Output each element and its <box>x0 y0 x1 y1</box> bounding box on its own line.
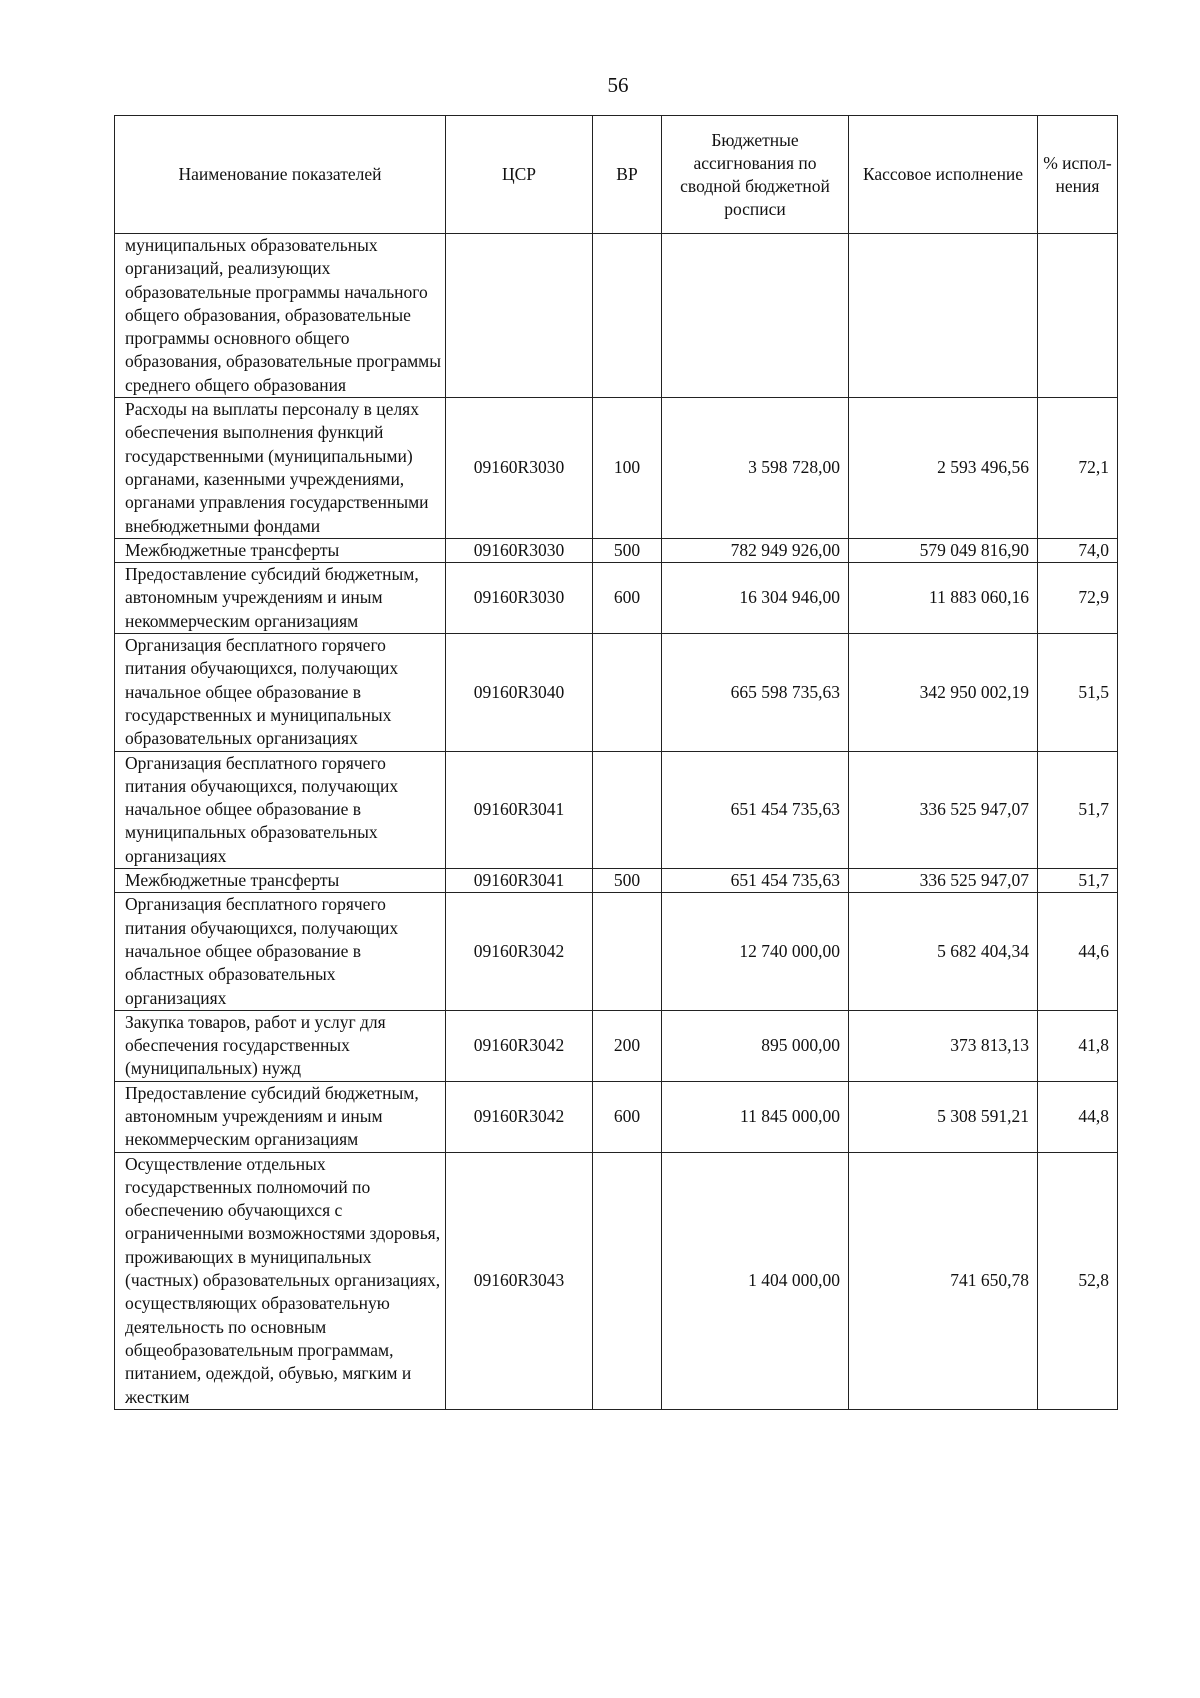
cell-budget: 1 404 000,00 <box>662 1152 849 1409</box>
cell-name: Межбюджетные трансферты <box>115 538 446 562</box>
cell-name: Организация бесплатного горячего питания обучающихся, получающих начальное общее образование в государственных и муниципальных образовательных организациях <box>115 634 446 751</box>
cell-csr: 09160R3030 <box>446 398 593 539</box>
cell-cash: 579 049 816,90 <box>849 538 1038 562</box>
page-number: 56 <box>607 73 629 97</box>
table-row <box>115 1010 1118 1081</box>
cell-name: Закупка товаров, работ и услуг для обеспечения государственных (муниципальных) нужд <box>115 1010 446 1081</box>
cell-percent: 44,8 <box>1038 1081 1118 1152</box>
cell-name: Осуществление отдельных государственных полномочий по обеспечению обучающихся с ограниченными возможностями здоровья, проживающих в муниципальных (частных) образовательных организациях, осуществляющих образовательную деятельность по основным общеобразовательным программам, питанием, одеждой, обувью, мягким и жестким <box>115 1152 446 1409</box>
cell-vr <box>593 1152 662 1409</box>
table-row <box>115 1081 1118 1152</box>
cell-budget: 651 454 735,63 <box>662 751 849 868</box>
cell-budget: 651 454 735,63 <box>662 869 849 893</box>
table-row <box>115 893 1118 1010</box>
cell-percent: 74,0 <box>1038 538 1118 562</box>
header-name: Наименование показателей <box>115 116 446 234</box>
header-csr: ЦСР <box>446 116 593 234</box>
cell-name: Предоставление субсидий бюджетным, автономным учреждениям и иным некоммерческим организациям <box>115 1081 446 1152</box>
cell-vr: 200 <box>593 1010 662 1081</box>
cell-cash: 2 593 496,56 <box>849 398 1038 539</box>
cell-name: Межбюджетные трансферты <box>115 869 446 893</box>
table-row <box>115 634 1118 751</box>
cell-vr: 500 <box>593 869 662 893</box>
cell-percent: 72,9 <box>1038 563 1118 634</box>
cell-csr: 09160R3030 <box>446 538 593 562</box>
budget-execution-table <box>114 115 1118 1410</box>
cell-budget: 895 000,00 <box>662 1010 849 1081</box>
cell-vr: 600 <box>593 1081 662 1152</box>
cell-budget: 11 845 000,00 <box>662 1081 849 1152</box>
cell-cash: 5 682 404,34 <box>849 893 1038 1010</box>
cell-percent: 51,7 <box>1038 751 1118 868</box>
table-row <box>115 563 1118 634</box>
cell-name: Организация бесплатного горячего питания обучающихся, получающих начальное общее образование в областных образовательных организациях <box>115 893 446 1010</box>
cell-percent: 72,1 <box>1038 398 1118 539</box>
cell-csr <box>446 234 593 398</box>
cell-percent: 44,6 <box>1038 893 1118 1010</box>
cell-percent: 51,7 <box>1038 869 1118 893</box>
cell-vr <box>593 234 662 398</box>
header-cash: Кассовое исполнение <box>849 116 1038 234</box>
cell-vr <box>593 634 662 751</box>
cell-cash: 11 883 060,16 <box>849 563 1038 634</box>
cell-name: Организация бесплатного горячего питания обучающихся, получающих начальное общее образование в муниципальных образовательных организациях <box>115 751 446 868</box>
cell-vr: 600 <box>593 563 662 634</box>
cell-vr: 500 <box>593 538 662 562</box>
cell-cash: 373 813,13 <box>849 1010 1038 1081</box>
cell-name: Предоставление субсидий бюджетным, автономным учреждениям и иным некоммерческим организациям <box>115 563 446 634</box>
cell-budget <box>662 234 849 398</box>
table-header-row <box>115 116 1118 234</box>
cell-budget: 782 949 926,00 <box>662 538 849 562</box>
cell-csr: 09160R3041 <box>446 751 593 868</box>
cell-csr: 09160R3042 <box>446 893 593 1010</box>
cell-budget: 665 598 735,63 <box>662 634 849 751</box>
cell-cash: 741 650,78 <box>849 1152 1038 1409</box>
cell-cash: 5 308 591,21 <box>849 1081 1038 1152</box>
cell-csr: 09160R3042 <box>446 1081 593 1152</box>
header-vr: ВР <box>593 116 662 234</box>
cell-percent: 41,8 <box>1038 1010 1118 1081</box>
cell-vr <box>593 893 662 1010</box>
header-percent: % испол-нения <box>1038 116 1118 234</box>
cell-name: муниципальных образовательных организаций, реализующих образовательные программы начального общего образования, образовательные программы основного общего образования, образовательные программы среднего общего образования <box>115 234 446 398</box>
cell-csr: 09160R3040 <box>446 634 593 751</box>
table-row <box>115 538 1118 562</box>
table-row <box>115 398 1118 539</box>
cell-csr: 09160R3041 <box>446 869 593 893</box>
cell-csr: 09160R3042 <box>446 1010 593 1081</box>
cell-vr <box>593 751 662 868</box>
table-row <box>115 234 1118 398</box>
cell-cash: 342 950 002,19 <box>849 634 1038 751</box>
cell-percent: 51,5 <box>1038 634 1118 751</box>
table-row <box>115 869 1118 893</box>
cell-name: Расходы на выплаты персоналу в целях обеспечения выполнения функций государственными (муниципальными) органами, казенными учреждениями, органами управления государственными внебюджетными фондами <box>115 398 446 539</box>
cell-csr: 09160R3030 <box>446 563 593 634</box>
cell-csr: 09160R3043 <box>446 1152 593 1409</box>
cell-budget: 16 304 946,00 <box>662 563 849 634</box>
cell-budget: 3 598 728,00 <box>662 398 849 539</box>
cell-cash <box>849 234 1038 398</box>
cell-vr: 100 <box>593 398 662 539</box>
cell-percent <box>1038 234 1118 398</box>
cell-budget: 12 740 000,00 <box>662 893 849 1010</box>
cell-percent: 52,8 <box>1038 1152 1118 1409</box>
header-budget: Бюджетные ассигнования по сводной бюджетной росписи <box>662 116 849 234</box>
cell-cash: 336 525 947,07 <box>849 751 1038 868</box>
table-row <box>115 751 1118 868</box>
cell-cash: 336 525 947,07 <box>849 869 1038 893</box>
table-row <box>115 1152 1118 1409</box>
